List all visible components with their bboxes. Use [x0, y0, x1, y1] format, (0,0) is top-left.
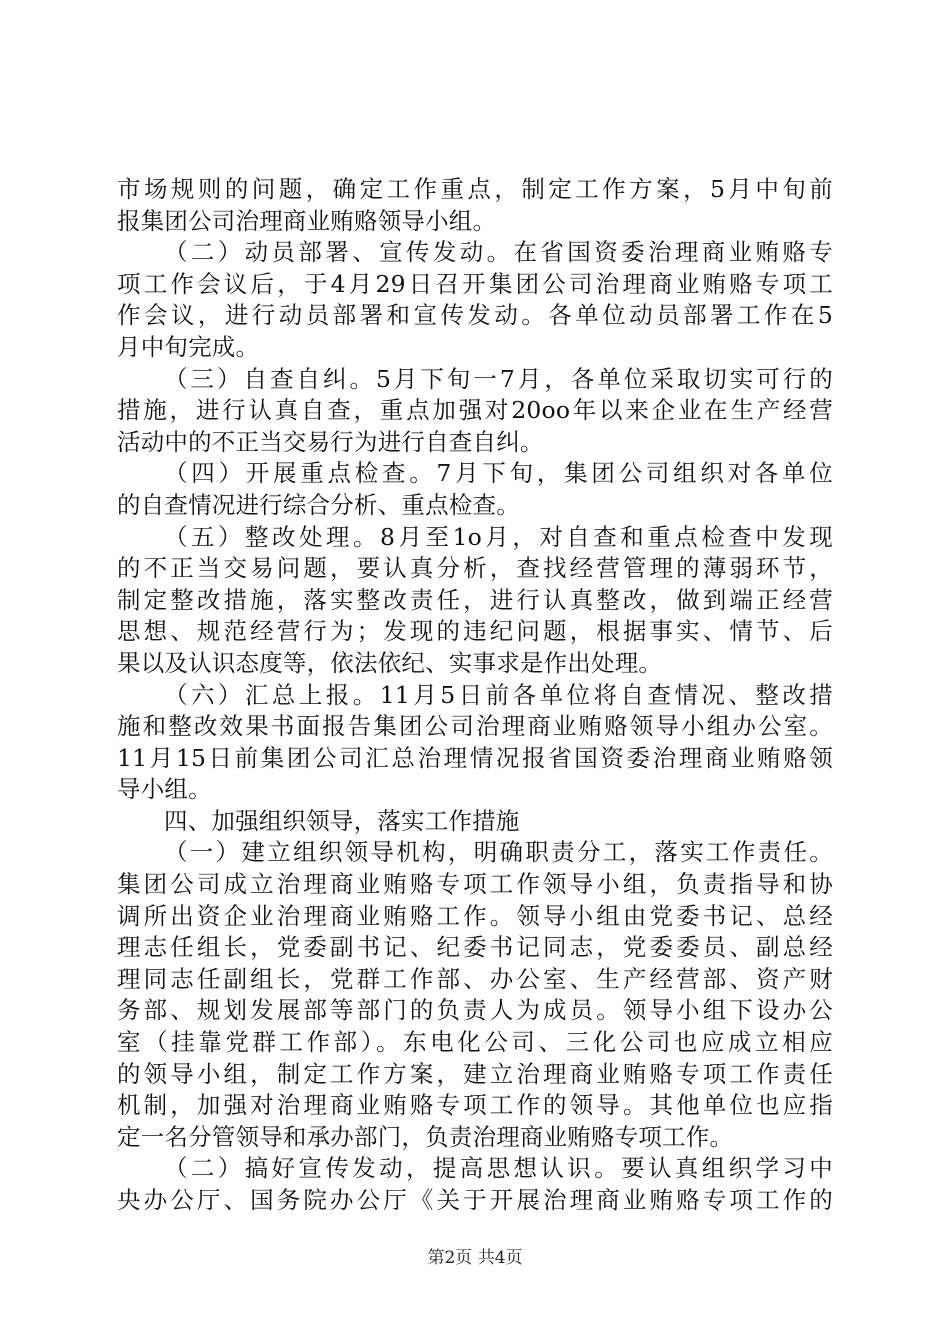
text-line: 理同志任副组长，党群工作部、办公室、生产经营部、资产财 [117, 964, 833, 993]
text-line: 制定整改措施，落实整改责任，进行认真整改，做到端正经营 [117, 585, 833, 614]
text-line: 的领导小组，制定工作方案，建立治理商业贿赂专项工作责任 [117, 1059, 833, 1088]
text-line: 机制，加强对治理商业贿赂专项工作的领导。其他单位也应指 [117, 1091, 833, 1120]
text-line: 集团公司成立治理商业贿赂专项工作领导小组，负责指导和协 [117, 870, 833, 899]
text-line: 月中旬完成。 [117, 332, 260, 361]
text-line: 调所出资企业治理商业贿赂工作。领导小组由党委书记、总经 [117, 901, 833, 930]
text-line: 务部、规划发展部等部门的负责人为成员。领导小组下设办公 [117, 996, 833, 1025]
text-line: 的不正当交易问题，要认真分析，查找经营管理的薄弱环节， [117, 554, 833, 583]
text-line: 措施，进行认真自查，重点加强对20oo年以来企业在生产经营 [117, 396, 833, 425]
text-line: 央办公厅、国务院办公厅《关于开展治理商业贿赂专项工作的 [117, 1186, 833, 1214]
text-line: 果以及认识态度等，依法依纪、实事求是作出处理。 [117, 648, 663, 677]
text-line: 四、加强组织领导，落实工作措施 [164, 806, 520, 835]
text-line: 思想、规范经营行为；发现的违纪问题，根据事实、情节、后 [117, 617, 833, 646]
text-line: 施和整改效果书面报告集团公司治理商业贿赂领导小组办公室。 [117, 712, 833, 741]
text-line: 的自查情况进行综合分析、重点检查。 [117, 490, 520, 519]
document-body [117, 174, 833, 1217]
text-line: 理志任组长，党委副书记、纪委书记同志，党委委员、副总经 [117, 933, 833, 962]
text-line: 活动中的不正当交易行为进行自查自纠。 [117, 427, 544, 456]
text-line: 项工作会议后，于4月29日召开集团公司治理商业贿赂专项工 [117, 269, 833, 298]
page-number-label: 第2页 共4页 [427, 1248, 523, 1268]
text-line: 定一名分管领导和承办部门，负责治理商业贿赂专项工作。 [117, 1122, 734, 1151]
text-line: 市场规则的问题，确定工作重点，制定工作方案，5月中旬前 [117, 175, 833, 203]
text-line: （一）建立组织领导机构，明确职责分工，落实工作责任。 [164, 838, 833, 867]
text-line: 11月15日前集团公司汇总治理情况报省国资委治理商业贿赂领 [117, 743, 833, 772]
text-line: 导小组。 [117, 775, 212, 804]
text-line: 报集团公司治理商业贿赂领导小组。 [117, 206, 497, 235]
text-line: （三）自查自纠。5月下旬一7月，各单位采取切实可行的 [164, 364, 833, 393]
text-line: （六）汇总上报。11月5日前各单位将自查情况、整改措 [164, 680, 833, 709]
text-line: （二）动员部署、宣传发动。在省国资委治理商业贿赂专 [164, 238, 833, 267]
text-line: （二）搞好宣传发动，提高思想认识。要认真组织学习中 [164, 1154, 833, 1183]
text-line: 室（挂靠党群工作部）。东电化公司、三化公司也应成立相应 [117, 1028, 833, 1057]
text-line: （五）整改处理。8月至1o月，对自查和重点检查中发现 [164, 522, 833, 551]
text-line: （四）开展重点检查。7月下旬，集团公司组织对各单位 [164, 459, 833, 488]
text-line: 作会议，进行动员部署和宣传发动。各单位动员部署工作在5 [117, 301, 833, 330]
page-footer [0, 1243, 950, 1268]
